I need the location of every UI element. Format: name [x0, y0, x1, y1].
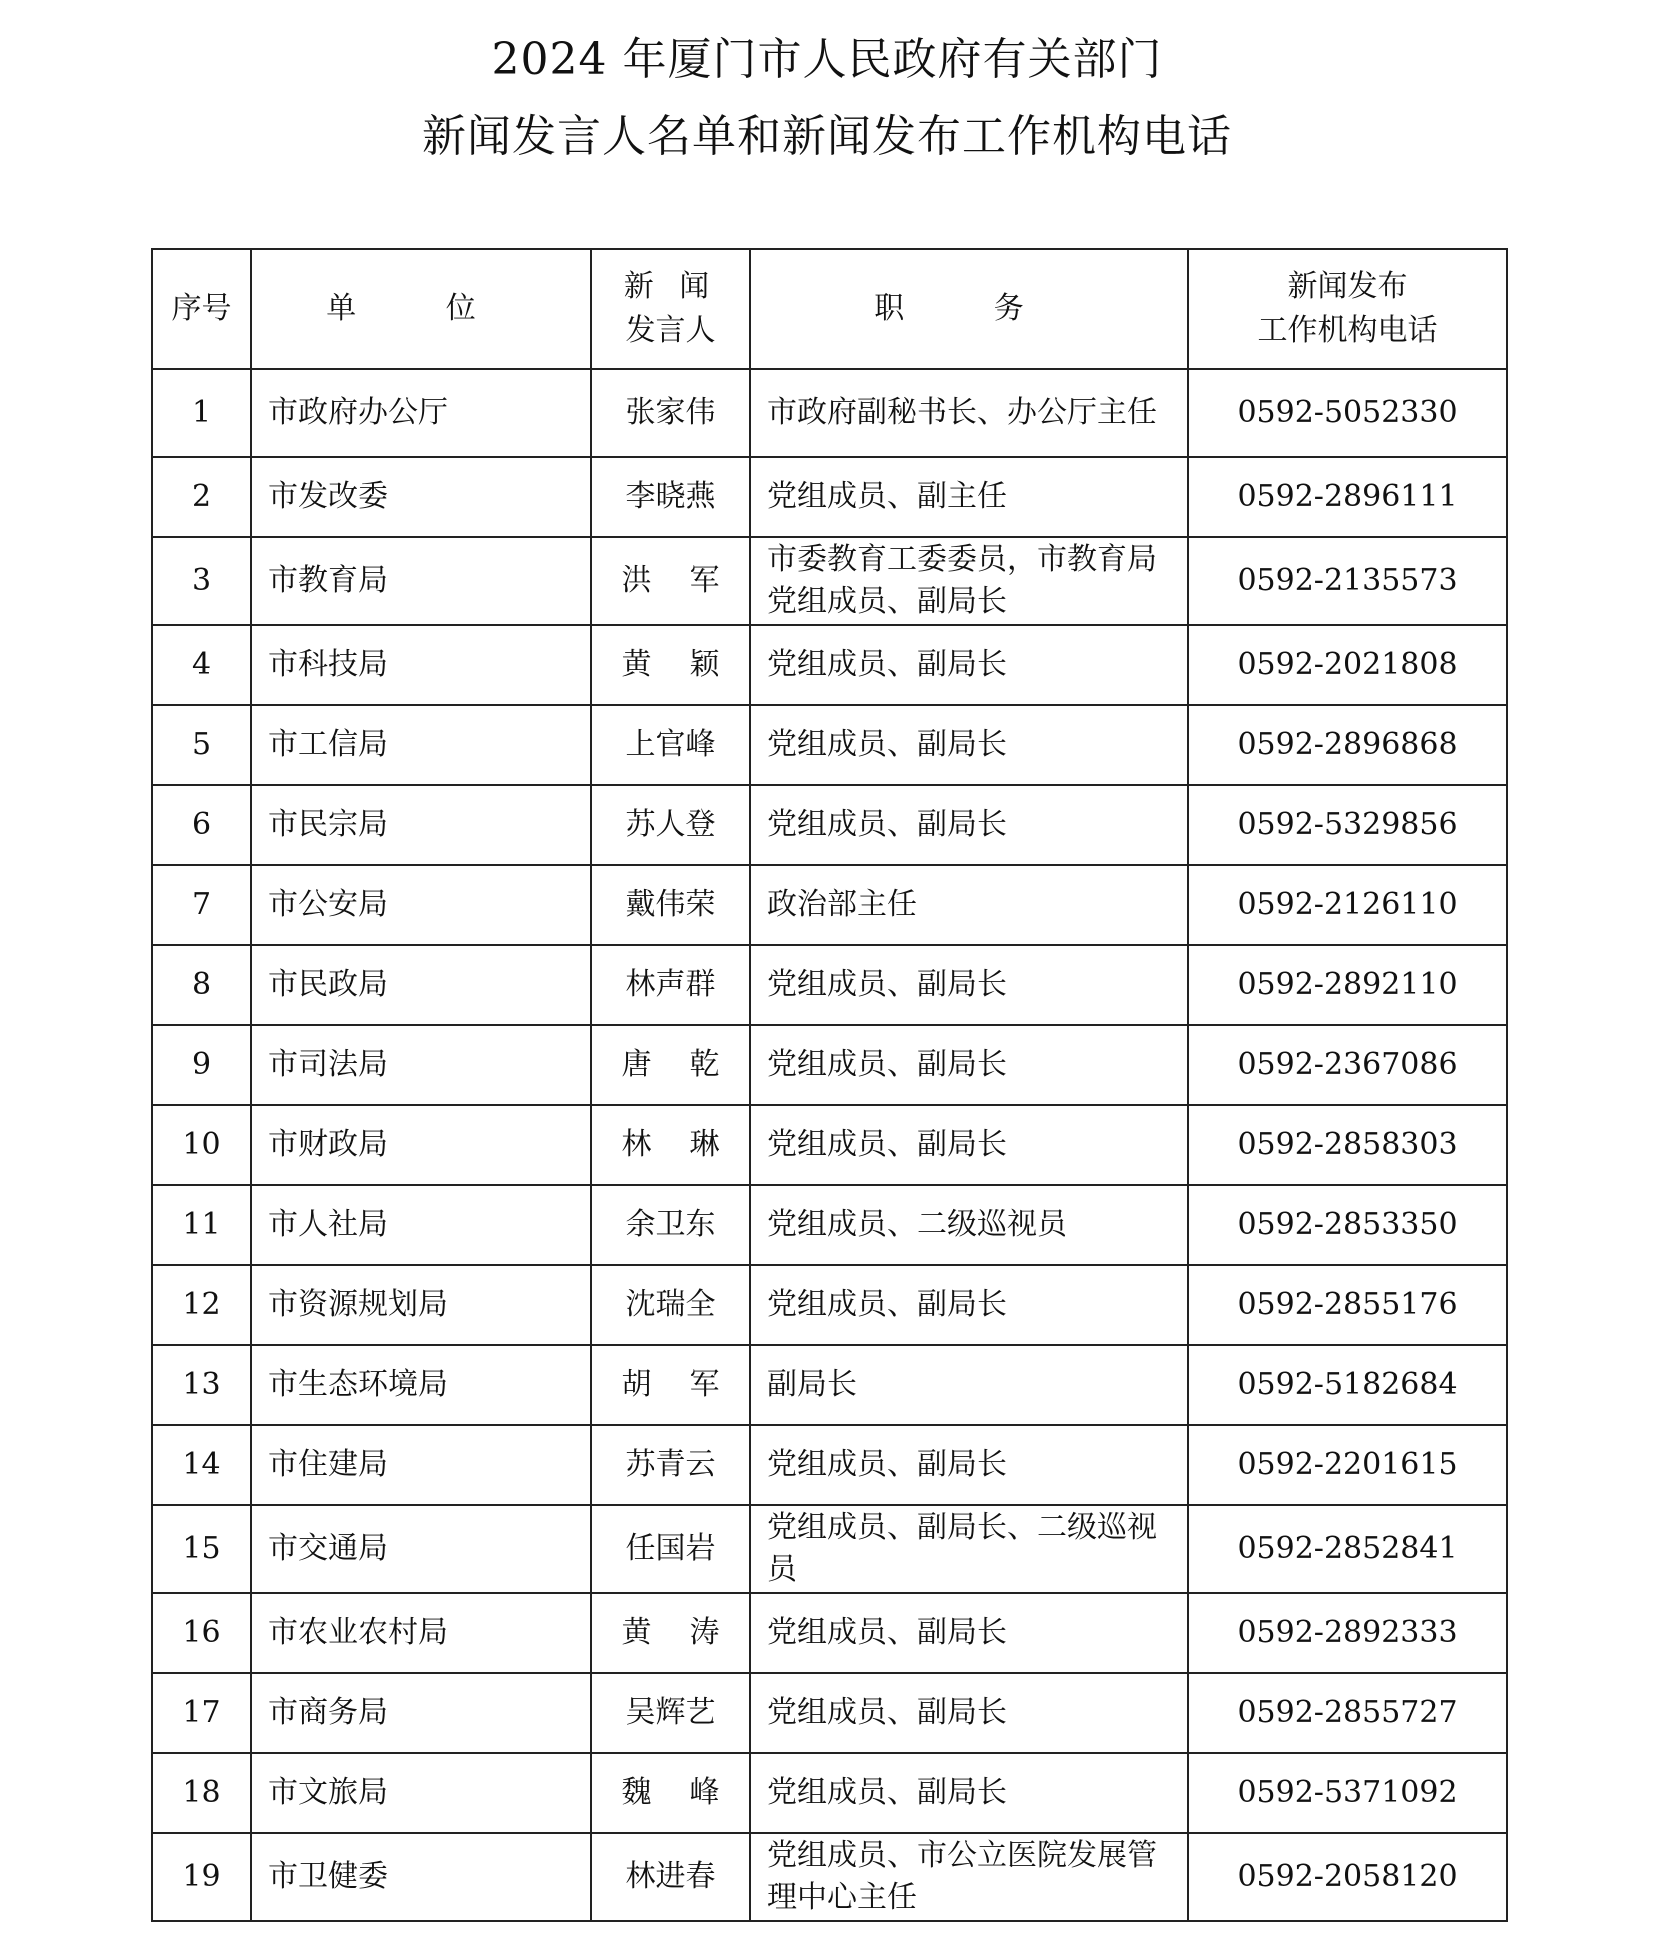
cell-phone: 0592-2058120: [1188, 1833, 1507, 1921]
cell-phone: 0592-2855176: [1188, 1265, 1507, 1345]
cell-unit: 市卫健委: [251, 1833, 591, 1921]
cell-spokesperson: [591, 1593, 750, 1673]
cell-duty: 党组成员、副局长: [750, 1753, 1188, 1833]
cell-seq: 7: [152, 865, 251, 945]
header-seq: 序号: [152, 249, 251, 369]
cell-spokesperson: 林声群: [591, 945, 750, 1025]
table-row: [152, 537, 1507, 625]
cell-duty: 党组成员、副局长: [750, 1265, 1188, 1345]
cell-spokesperson: 苏人登: [591, 785, 750, 865]
cell-spokesperson: [591, 1025, 750, 1105]
spokesperson-name: [622, 1044, 720, 1086]
cell-seq: 2: [152, 457, 251, 537]
page-title-line-1: 2024 年厦门市人民政府有关部门: [491, 34, 1163, 85]
cell-phone: 0592-2896111: [1188, 457, 1507, 537]
cell-duty: 党组成员、副局长: [750, 1673, 1188, 1753]
table-row: [152, 1345, 1507, 1425]
cell-unit: 市科技局: [251, 625, 591, 705]
cell-seq: 5: [152, 705, 251, 785]
header-spokesperson-line-2: 发言人: [625, 313, 716, 348]
table-row: [152, 1265, 1507, 1345]
spokesperson-name: [622, 560, 720, 602]
cell-duty: 市委教育工委委员，市教育局党组成员、副局长: [750, 537, 1188, 625]
cell-seq: 4: [152, 625, 251, 705]
spokesperson-name-char: 林: [621, 1127, 652, 1162]
cell-duty: 党组成员、二级巡视员: [750, 1185, 1188, 1265]
cell-unit: 市商务局: [251, 1673, 591, 1753]
cell-duty: 党组成员、副局长: [750, 945, 1188, 1025]
cell-seq: 9: [152, 1025, 251, 1105]
header-phone: [1188, 249, 1507, 369]
spokesperson-name-char: 涛: [689, 1615, 720, 1650]
cell-unit: 市人社局: [251, 1185, 591, 1265]
table-row: [152, 1833, 1507, 1921]
cell-spokesperson: 戴伟荣: [591, 865, 750, 945]
spokesperson-name-char: 唐: [621, 1047, 652, 1082]
cell-seq: 19: [152, 1833, 251, 1921]
cell-phone: 0592-2855727: [1188, 1673, 1507, 1753]
spokesperson-table: [151, 248, 1508, 1922]
spokesperson-name: [622, 1124, 720, 1166]
cell-unit: 市民宗局: [251, 785, 591, 865]
cell-duty: 党组成员、副局长: [750, 625, 1188, 705]
cell-duty: 党组成员、副局长: [750, 1105, 1188, 1185]
cell-duty: 党组成员、市公立医院发展管理中心主任: [750, 1833, 1188, 1921]
spokesperson-name-char: 魏: [621, 1775, 652, 1810]
cell-phone: 0592-2852841: [1188, 1505, 1507, 1593]
cell-seq: 3: [152, 537, 251, 625]
cell-spokesperson: 任国岩: [591, 1505, 750, 1593]
cell-duty: 市政府副秘书长、办公厅主任: [750, 369, 1188, 457]
cell-seq: 1: [152, 369, 251, 457]
cell-duty: 政治部主任: [750, 865, 1188, 945]
cell-spokesperson: [591, 625, 750, 705]
cell-duty: 党组成员、副主任: [750, 457, 1188, 537]
header-unit: 单 位: [251, 249, 591, 369]
table-row: [152, 1185, 1507, 1265]
table-row: [152, 1673, 1507, 1753]
header-duty: 职 务: [750, 249, 1188, 369]
cell-phone: 0592-2201615: [1188, 1425, 1507, 1505]
cell-phone: 0592-2021808: [1188, 625, 1507, 705]
cell-spokesperson: 沈瑞全: [591, 1265, 750, 1345]
cell-seq: 13: [152, 1345, 251, 1425]
cell-duty: 党组成员、副局长: [750, 1425, 1188, 1505]
cell-unit: 市民政局: [251, 945, 591, 1025]
spokesperson-name-char: 黄: [621, 647, 652, 682]
cell-phone: 0592-5329856: [1188, 785, 1507, 865]
spokesperson-name-char: 洪: [621, 563, 652, 598]
cell-unit: 市生态环境局: [251, 1345, 591, 1425]
cell-spokesperson: 张家伟: [591, 369, 750, 457]
cell-unit: 市教育局: [251, 537, 591, 625]
cell-spokesperson: 上官峰: [591, 705, 750, 785]
table-row: [152, 945, 1507, 1025]
table-row: [152, 1505, 1507, 1593]
cell-unit: 市政府办公厅: [251, 369, 591, 457]
cell-seq: 6: [152, 785, 251, 865]
cell-phone: 0592-2853350: [1188, 1185, 1507, 1265]
cell-unit: 市司法局: [251, 1025, 591, 1105]
cell-unit: 市发改委: [251, 457, 591, 537]
cell-unit: 市财政局: [251, 1105, 591, 1185]
spokesperson-name: [622, 1364, 720, 1406]
spokesperson-name-char: 军: [689, 1367, 720, 1402]
table-row: [152, 1425, 1507, 1505]
cell-seq: 16: [152, 1593, 251, 1673]
spokesperson-name: [622, 1772, 720, 1814]
header-spokesperson: [591, 249, 750, 369]
cell-phone: 0592-2896868: [1188, 705, 1507, 785]
cell-spokesperson: [591, 1345, 750, 1425]
table-row: [152, 785, 1507, 865]
table-row: [152, 865, 1507, 945]
table-header-row: [152, 249, 1507, 369]
cell-unit: 市农业农村局: [251, 1593, 591, 1673]
cell-spokesperson: [591, 537, 750, 625]
cell-spokesperson: 余卫东: [591, 1185, 750, 1265]
cell-phone: 0592-2135573: [1188, 537, 1507, 625]
spokesperson-name-char: 军: [689, 563, 720, 598]
cell-seq: 12: [152, 1265, 251, 1345]
cell-duty: 党组成员、副局长、二级巡视员: [750, 1505, 1188, 1593]
table-row: [152, 1025, 1507, 1105]
spokesperson-name-char: 琳: [689, 1127, 720, 1162]
spokesperson-name-char: 颖: [689, 647, 720, 682]
cell-duty: 党组成员、副局长: [750, 1593, 1188, 1673]
header-spokesperson-line-1: 新 闻: [623, 269, 718, 304]
cell-seq: 18: [152, 1753, 251, 1833]
cell-duty: 副局长: [750, 1345, 1188, 1425]
cell-spokesperson: 苏青云: [591, 1425, 750, 1505]
table-row: [152, 369, 1507, 457]
cell-seq: 8: [152, 945, 251, 1025]
cell-unit: 市住建局: [251, 1425, 591, 1505]
table-row: [152, 1753, 1507, 1833]
spokesperson-name-char: 乾: [689, 1047, 720, 1082]
spokesperson-name: [622, 644, 720, 686]
cell-spokesperson: [591, 1753, 750, 1833]
cell-unit: 市工信局: [251, 705, 591, 785]
cell-phone: 0592-2892333: [1188, 1593, 1507, 1673]
header-phone-line-1: 新闻发布: [1287, 269, 1408, 304]
cell-seq: 17: [152, 1673, 251, 1753]
cell-phone: 0592-2126110: [1188, 865, 1507, 945]
cell-seq: 15: [152, 1505, 251, 1593]
table-row: [152, 457, 1507, 537]
cell-phone: 0592-5052330: [1188, 369, 1507, 457]
cell-unit: 市公安局: [251, 865, 591, 945]
cell-spokesperson: 吴辉艺: [591, 1673, 750, 1753]
cell-duty: 党组成员、副局长: [750, 1025, 1188, 1105]
table-row: [152, 625, 1507, 705]
spokesperson-name-char: 胡: [621, 1367, 652, 1402]
cell-unit: 市资源规划局: [251, 1265, 591, 1345]
table-row: [152, 705, 1507, 785]
table-row: [152, 1593, 1507, 1673]
spokesperson-name-char: 峰: [689, 1775, 720, 1810]
cell-phone: 0592-5182684: [1188, 1345, 1507, 1425]
cell-phone: 0592-2892110: [1188, 945, 1507, 1025]
cell-spokesperson: 李晓燕: [591, 457, 750, 537]
cell-phone: 0592-2367086: [1188, 1025, 1507, 1105]
cell-phone: 0592-2858303: [1188, 1105, 1507, 1185]
spokesperson-name-char: 黄: [621, 1615, 652, 1650]
cell-duty: 党组成员、副局长: [750, 785, 1188, 865]
cell-unit: 市文旅局: [251, 1753, 591, 1833]
cell-seq: 10: [152, 1105, 251, 1185]
spokesperson-name: [622, 1612, 720, 1654]
cell-seq: 11: [152, 1185, 251, 1265]
cell-seq: 14: [152, 1425, 251, 1505]
cell-unit: 市交通局: [251, 1505, 591, 1593]
cell-duty: 党组成员、副局长: [750, 705, 1188, 785]
table-row: [152, 1105, 1507, 1185]
cell-phone: 0592-5371092: [1188, 1753, 1507, 1833]
cell-spokesperson: [591, 1105, 750, 1185]
page-title-line-2: 新闻发言人名单和新闻发布工作机构电话: [422, 111, 1232, 162]
cell-spokesperson: 林进春: [591, 1833, 750, 1921]
header-phone-line-2: 工作机构电话: [1257, 313, 1438, 348]
